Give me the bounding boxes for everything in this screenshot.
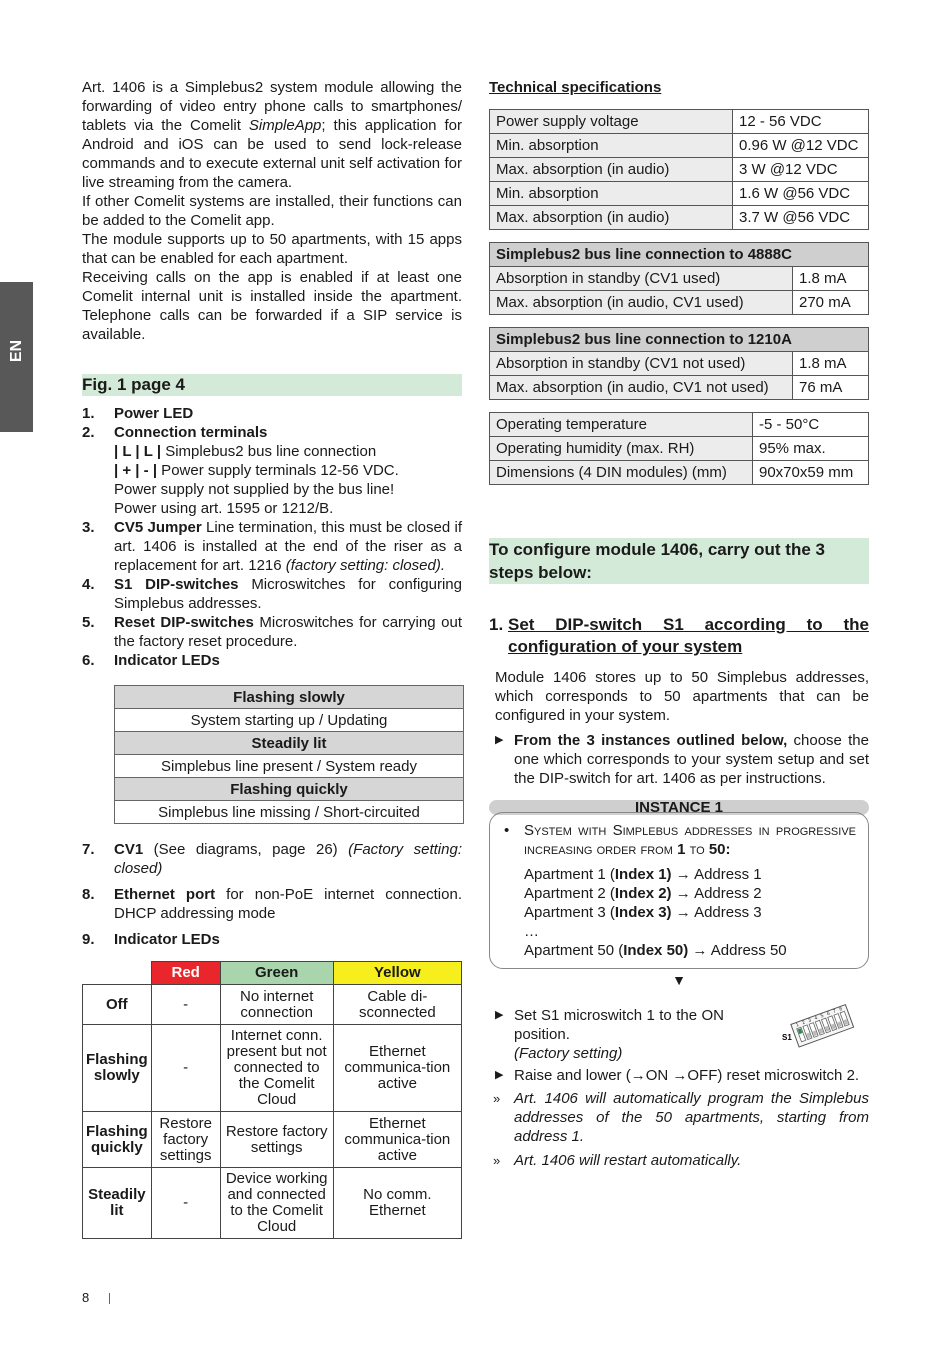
footer-divider bbox=[109, 1293, 110, 1304]
triangle-bullet-icon: ▶ bbox=[495, 1069, 504, 1081]
guillemet-icon: » bbox=[493, 1091, 501, 1106]
language-label: EN bbox=[8, 339, 25, 363]
step-number: 1. bbox=[489, 615, 504, 634]
set-s1-block bbox=[489, 1006, 869, 1062]
legend-item-8: 8. Ethernet port for non-PoE internet connection. DHCP addressing mode bbox=[82, 886, 462, 922]
address-row: Apartment 1 (Index 1) → Address 1 bbox=[524, 866, 762, 883]
indicator-state: Flashing slowly bbox=[115, 686, 464, 709]
environment-specs-table bbox=[489, 412, 869, 485]
indicator-state: Flashing quickly bbox=[115, 778, 464, 801]
indicator-description: Simplebus line present / System ready bbox=[115, 755, 464, 778]
instance-title: • System with Simplebus addresses in progressive increasing order from 1 to 50: bbox=[504, 822, 856, 858]
intro-paragraph-3: The module supports up to 50 apartments, with 15 apps that can be enabled for each apartment. bbox=[82, 231, 462, 267]
spec-label: Max. absorption (in audio) bbox=[490, 158, 733, 182]
spec-label: Min. absorption bbox=[490, 134, 733, 158]
led-status-table bbox=[82, 961, 462, 1239]
empty-corner bbox=[83, 962, 152, 985]
restart-note: » Art. 1406 will restart automatically. bbox=[493, 1152, 742, 1169]
spec-label: Absorption in standby (CV1 not used) bbox=[490, 352, 793, 376]
spec-value: 95% max. bbox=[753, 437, 869, 461]
address-row: Apartment 3 (Index 3) → Address 3 bbox=[524, 904, 762, 921]
spec-value: 270 mA bbox=[793, 291, 869, 315]
guillemet-icon: » bbox=[493, 1153, 501, 1168]
spec-label: Max. absorption (in audio, CV1 not used) bbox=[490, 376, 793, 400]
dip-switch-number: 3 bbox=[807, 1017, 813, 1025]
triangle-bullet-icon: ▶ bbox=[495, 734, 504, 746]
intro-paragraph-2: If other Comelit systems are installed, their functions can be added to the Comelit app. bbox=[82, 193, 462, 229]
spec-value: 3 W @12 VDC bbox=[733, 158, 869, 182]
step-1-heading bbox=[489, 614, 869, 658]
row-state: Flashing slowly bbox=[83, 1025, 152, 1112]
cell-green: Internet conn. present but not connected to the Comelit Cloud bbox=[220, 1025, 333, 1112]
figure-heading: Fig. 1 page 4 bbox=[82, 374, 462, 396]
spec-value: 1.8 mA bbox=[793, 267, 869, 291]
bus-1210a-table bbox=[489, 327, 869, 400]
spec-value: -5 - 50°C bbox=[753, 413, 869, 437]
ellipsis: … bbox=[524, 923, 539, 940]
right-column bbox=[489, 78, 869, 1170]
header-red: Red bbox=[151, 962, 220, 985]
legend-item-9: 9. Indicator LEDs bbox=[82, 931, 220, 948]
dip-switch-label: S1 bbox=[782, 1033, 792, 1042]
dip-switch-number: 6 bbox=[826, 1010, 831, 1018]
spec-label: Operating humidity (max. RH) bbox=[490, 437, 753, 461]
language-tab bbox=[0, 282, 33, 432]
triangle-bullet-icon: ▶ bbox=[495, 1009, 504, 1021]
intro-paragraph-1: Art. 1406 is a Simplebus2 system module allowing the forwarding of video entry phone calls to smartphones/ tablets via the Comelit SimpleApp; this application for Android and iOS can be used to send lock-release commands and to execute external unit self activation for live streaming from the camera. bbox=[82, 79, 462, 191]
legend-item-2: 2. Connection terminals | L | L | Simplebus2 bus line connection | + | - | Power supply terminals 12-56 VDC. Power supply not supplied by the bus line! Power using art. 1595 or 1212/B. bbox=[82, 424, 399, 517]
spec-value: 1.6 W @56 VDC bbox=[733, 182, 869, 206]
dip-switch-number: 2 bbox=[801, 1019, 806, 1027]
spec-label: Dimensions (4 DIN modules) (mm) bbox=[490, 461, 753, 485]
reset-bullet: ▶ Raise and lower (→ON →OFF) reset microswitch 2. bbox=[495, 1067, 860, 1084]
cell-green: Restore factory settings bbox=[220, 1112, 333, 1168]
cell-red: - bbox=[151, 1025, 220, 1112]
cell-yellow: Ethernet communica-tion active bbox=[333, 1025, 461, 1112]
table-title: Simplebus2 bus line connection to 1210A bbox=[490, 328, 869, 352]
spec-label: Max. absorption (in audio, CV1 used) bbox=[490, 291, 793, 315]
spec-value: 3.7 W @56 VDC bbox=[733, 206, 869, 230]
dip-switch-number: 5 bbox=[819, 1012, 825, 1020]
specs-heading: Technical specifications bbox=[489, 79, 662, 96]
header-yellow: Yellow bbox=[333, 962, 461, 985]
dip-switch-number: 8 bbox=[838, 1006, 844, 1013]
cell-green: No internet connection bbox=[220, 985, 333, 1025]
row-state: Off bbox=[83, 985, 152, 1025]
spec-value: 12 - 56 VDC bbox=[733, 110, 869, 134]
table-title: Simplebus2 bus line connection to 4888C bbox=[490, 243, 869, 267]
spec-label: Absorption in standby (CV1 used) bbox=[490, 267, 793, 291]
legend-item-5: 5. Reset DIP-switches Microswitches for carrying out the factory reset procedure. bbox=[82, 614, 462, 650]
dip-switch-diagram-icon bbox=[782, 988, 857, 1056]
page-footer bbox=[82, 1290, 110, 1305]
spec-value: 76 mA bbox=[793, 376, 869, 400]
cell-red: - bbox=[151, 1168, 220, 1239]
spec-value: 0.96 W @12 VDC bbox=[733, 134, 869, 158]
instances-bullet: ▶ From the 3 instances outlined below, choose the one which corresponds to your system setup and set the DIP-switch for art. 1406 as per instructions. bbox=[495, 732, 869, 787]
left-column bbox=[82, 78, 462, 1239]
legend-item-1: 1. Power LED bbox=[82, 405, 194, 422]
legend-item-6: 6. Indicator LEDs bbox=[82, 652, 220, 669]
page-number: 8 bbox=[82, 1290, 90, 1305]
intro-paragraph-4: Receiving calls on the app is enabled if at least one Comelit internal unit is installed inside the apartment. Telephone calls can be forwarded if a SIP service is available. bbox=[82, 269, 462, 343]
spec-value: 90x70x59 mm bbox=[753, 461, 869, 485]
spec-label: Max. absorption (in audio) bbox=[490, 206, 733, 230]
set-s1-bullet: ▶ Set S1 microswitch 1 to the ON position. (Factory setting) bbox=[495, 1007, 724, 1062]
spec-value: 1.8 mA bbox=[793, 352, 869, 376]
legend-item-4: 4. S1 DIP-switches Microswitches for configuring Simplebus addresses. bbox=[82, 576, 462, 612]
legend-item-3: 3. CV5 Jumper Line termination, this must be closed if art. 1406 is installed at the end of the riser as a replacement for art. 1216 (factory setting: closed). bbox=[82, 519, 462, 574]
down-arrow-icon: ▼ bbox=[672, 972, 686, 988]
spec-label: Operating temperature bbox=[490, 413, 753, 437]
header-green: Green bbox=[220, 962, 333, 985]
address-list bbox=[504, 865, 856, 960]
dip-switch-number: 1 bbox=[795, 1021, 800, 1029]
cell-red: - bbox=[151, 985, 220, 1025]
row-state: Flashing quickly bbox=[83, 1112, 152, 1168]
cell-yellow: Cable di-sconnected bbox=[333, 985, 461, 1025]
indicator-state: Steadily lit bbox=[115, 732, 464, 755]
dip-switch-number: 4 bbox=[813, 1015, 819, 1022]
cell-green: Device working and connected to the Comelit Cloud bbox=[220, 1168, 333, 1239]
address-row: Apartment 2 (Index 2) → Address 2 bbox=[524, 885, 762, 902]
auto-program-note: » Art. 1406 will automatically program the Simplebus addresses of the 50 apartments, starting from address 1. bbox=[493, 1090, 869, 1145]
dip-switch-number: 7 bbox=[832, 1008, 838, 1015]
dot-bullet-icon: • bbox=[504, 822, 510, 839]
power-specs-table bbox=[489, 109, 869, 230]
row-state: Steadily lit bbox=[83, 1168, 152, 1239]
cell-red: Restore factory settings bbox=[151, 1112, 220, 1168]
bus-4888c-table bbox=[489, 242, 869, 315]
instance-box bbox=[489, 812, 869, 969]
step-paragraph: Module 1406 stores up to 50 Simplebus addresses, which corresponds to 50 apartments that can be configured in your system. bbox=[495, 669, 869, 724]
indicator-description: System starting up / Updating bbox=[115, 709, 464, 732]
indicator-description: Simplebus line missing / Short-circuited bbox=[115, 801, 464, 824]
address-row: Apartment 50 (Index 50) → Address 50 bbox=[524, 942, 787, 959]
step-title: Set DIP-switch S1 according to the configuration of your system bbox=[508, 615, 869, 656]
cell-yellow: Ethernet communica-tion active bbox=[333, 1112, 461, 1168]
figure-legend-list-continued bbox=[82, 840, 462, 949]
cell-yellow: No comm. Ethernet bbox=[333, 1168, 461, 1239]
legend-item-7: 7. CV1 (See diagrams, page 26) (Factory setting: closed) bbox=[82, 841, 462, 877]
configure-heading: To configure module 1406, carry out the 3 steps below: bbox=[489, 538, 869, 584]
spec-label: Power supply voltage bbox=[490, 110, 733, 134]
instance-label: INSTANCE 1 bbox=[489, 800, 869, 815]
figure-legend-list bbox=[82, 404, 462, 670]
indicator-led-table bbox=[114, 685, 464, 824]
spec-label: Min. absorption bbox=[490, 182, 733, 206]
